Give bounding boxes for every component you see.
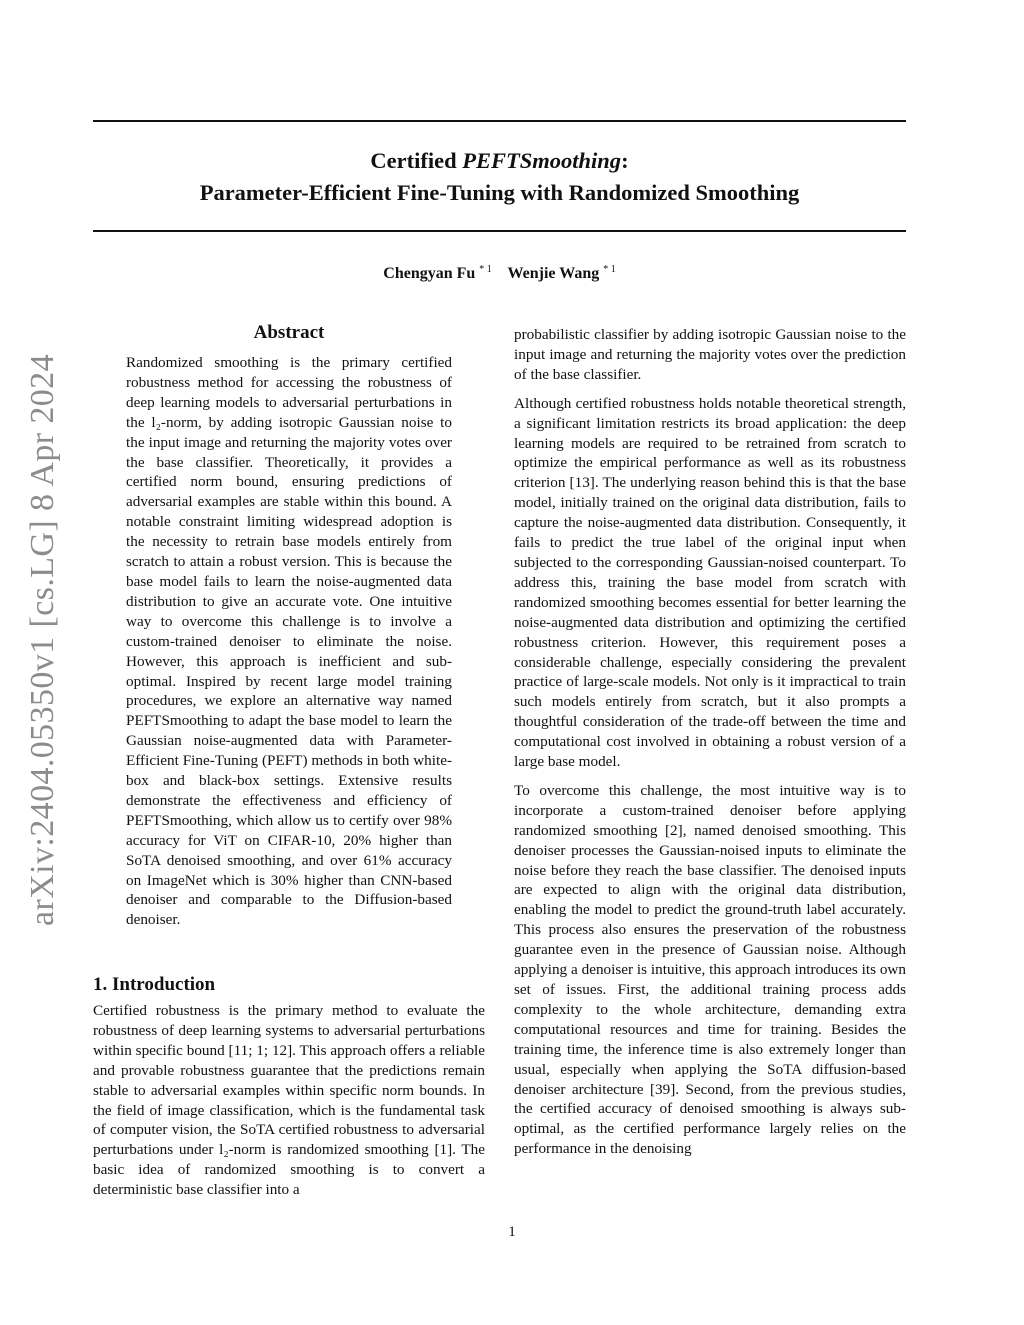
title-bottom-rule — [93, 230, 906, 232]
right-column — [514, 325, 906, 1159]
body-paragraph: To overcome this challenge, the most intuitive way is to incorporate a custom-trained denoiser before applying randomized smoothing [2], named denoised smoothing. This denoiser processes the Gaussian-noised inputs to eliminate the noise before they reach the base classifier. The denoised inputs are expected to align with the original data distribution, enabling the model to predict the ground-truth label accurately. This process also ensures the preservation of the robustness guarantee even in the presence of Gaussian noise. Although applying a denoiser is intuitive, this approach introduces its own set of issues. First, the additional training process adds complexity to the whole architecture, demanding extra computational resources and time for training. Besides the training time, the inference time is also extremely longer than usual, especially when applying the SoTA diffusion-based denoiser architecture [39]. Second, from the previous studies, the certified accuracy of denoised smoothing is always sub-optimal, as the certified performance largely relies on the performance in the denoising — [514, 781, 906, 1158]
body-paragraph: Although certified robustness holds notable theoretical strength, a significant limitation restricts its broad application: the deep learning models are required to be retrained from scratch to optimize the empirical performance as well as its robustness criterion [13]. The underlying reason behind this is that the base model, initially trained on the original data distribution, fails to capture the noise-augmented data distribution. Consequently, it fails to predict the true label of the original input when subjected to the corresponding Gaussian-noised counterpart. To address this, training the base model from scratch with randomized smoothing becomes essential for better learning the noise-augmented data distribution and optimizing the certified robustness criterion. However, this requirement poses a considerable challenge, especially considering the prevalent practice of large-scale models. Not only is it impractical to train such models entirely from scratch, but it also prompts a thoughtful consideration of the trade-off between the time and computational cost involved in obtaining a robust version of a large base model. — [514, 394, 906, 771]
title-method-name: PEFTSmoothing — [462, 148, 622, 173]
author-name: Wenjie Wang — [507, 265, 600, 282]
abstract-section — [126, 322, 452, 930]
author-affiliation: * 1 — [603, 264, 616, 275]
author-list — [93, 264, 906, 283]
abstract-text: Randomized smoothing is the primary certified robustness method for accessing the robustness of deep learning models to adversarial perturbations in the l₂-norm, by adding isotropic Gaussian noise to the input image and returning the majority votes over the base classifier. Theoretically, it provides a certified norm bound, ensuring predictions of adversarial examples are stable within this bound. A notable constraint limiting widespread adoption is the necessity to retrain base models entirely from scratch to attain a robust version. This is because the base model fails to learn the noise-augmented data distribution to give an accurate vote. One intuitive way to overcome this challenge is to involve a custom-trained denoiser to eliminate the noise. However, this approach is inefficient and sub-optimal. Inspired by recent large model training procedures, we explore an alternative way named PEFTSmoothing to adapt the base model to learn the Gaussian noise-augmented data with Parameter-Efficient Fine-Tuning (PEFT) methods in both white-box and black-box settings. Extensive results demonstrate the effectiveness and efficiency of PEFTSmoothing, which allow us to certify over 98% accuracy for ViT on CIFAR-10, 20% higher than SoTA denoised smoothing, and over 61% accuracy on ImageNet which is 30% higher than CNN-based denoiser and comparable to the Diffusion-based denoiser. — [126, 354, 452, 929]
introduction-paragraph: Certified robustness is the primary method to evaluate the robustness of deep learning systems to adversarial perturbations within specific bound [11; 1; 12]. This approach offers a reliable and provable robustness guarantee that the predictions remain stable to adversarial examples within specific norm bounds. In the field of image classification, which is the fundamental task of computer vision, the SoTA certified robustness to adversarial perturbations under l₂-norm is randomized smoothing [1]. The basic idea of randomized smoothing is to convert a deterministic base classifier into a — [93, 1002, 485, 1199]
arxiv-sidebar-stamp: arXiv:2404.05350v1 [cs.LG] 8 Apr 2024 — [24, 354, 61, 926]
body-paragraph: probabilistic classifier by adding isotropic Gaussian noise to the input image and returning the majority votes over the prediction of the base classifier. — [514, 326, 906, 383]
introduction-section — [93, 974, 485, 1200]
page-number: 1 — [508, 1224, 516, 1240]
title-line-1: Certified PEFTSmoothing: — [370, 148, 629, 173]
author-affiliation: * 1 — [479, 264, 492, 275]
paper-title — [93, 145, 906, 209]
introduction-heading: 1. Introduction — [93, 974, 216, 995]
title-line-2: Parameter-Efficient Fine-Tuning with Randomized Smoothing — [199, 180, 800, 205]
top-rule — [93, 120, 906, 122]
abstract-heading: Abstract — [253, 322, 325, 343]
author-name: Chengyan Fu — [383, 265, 476, 282]
